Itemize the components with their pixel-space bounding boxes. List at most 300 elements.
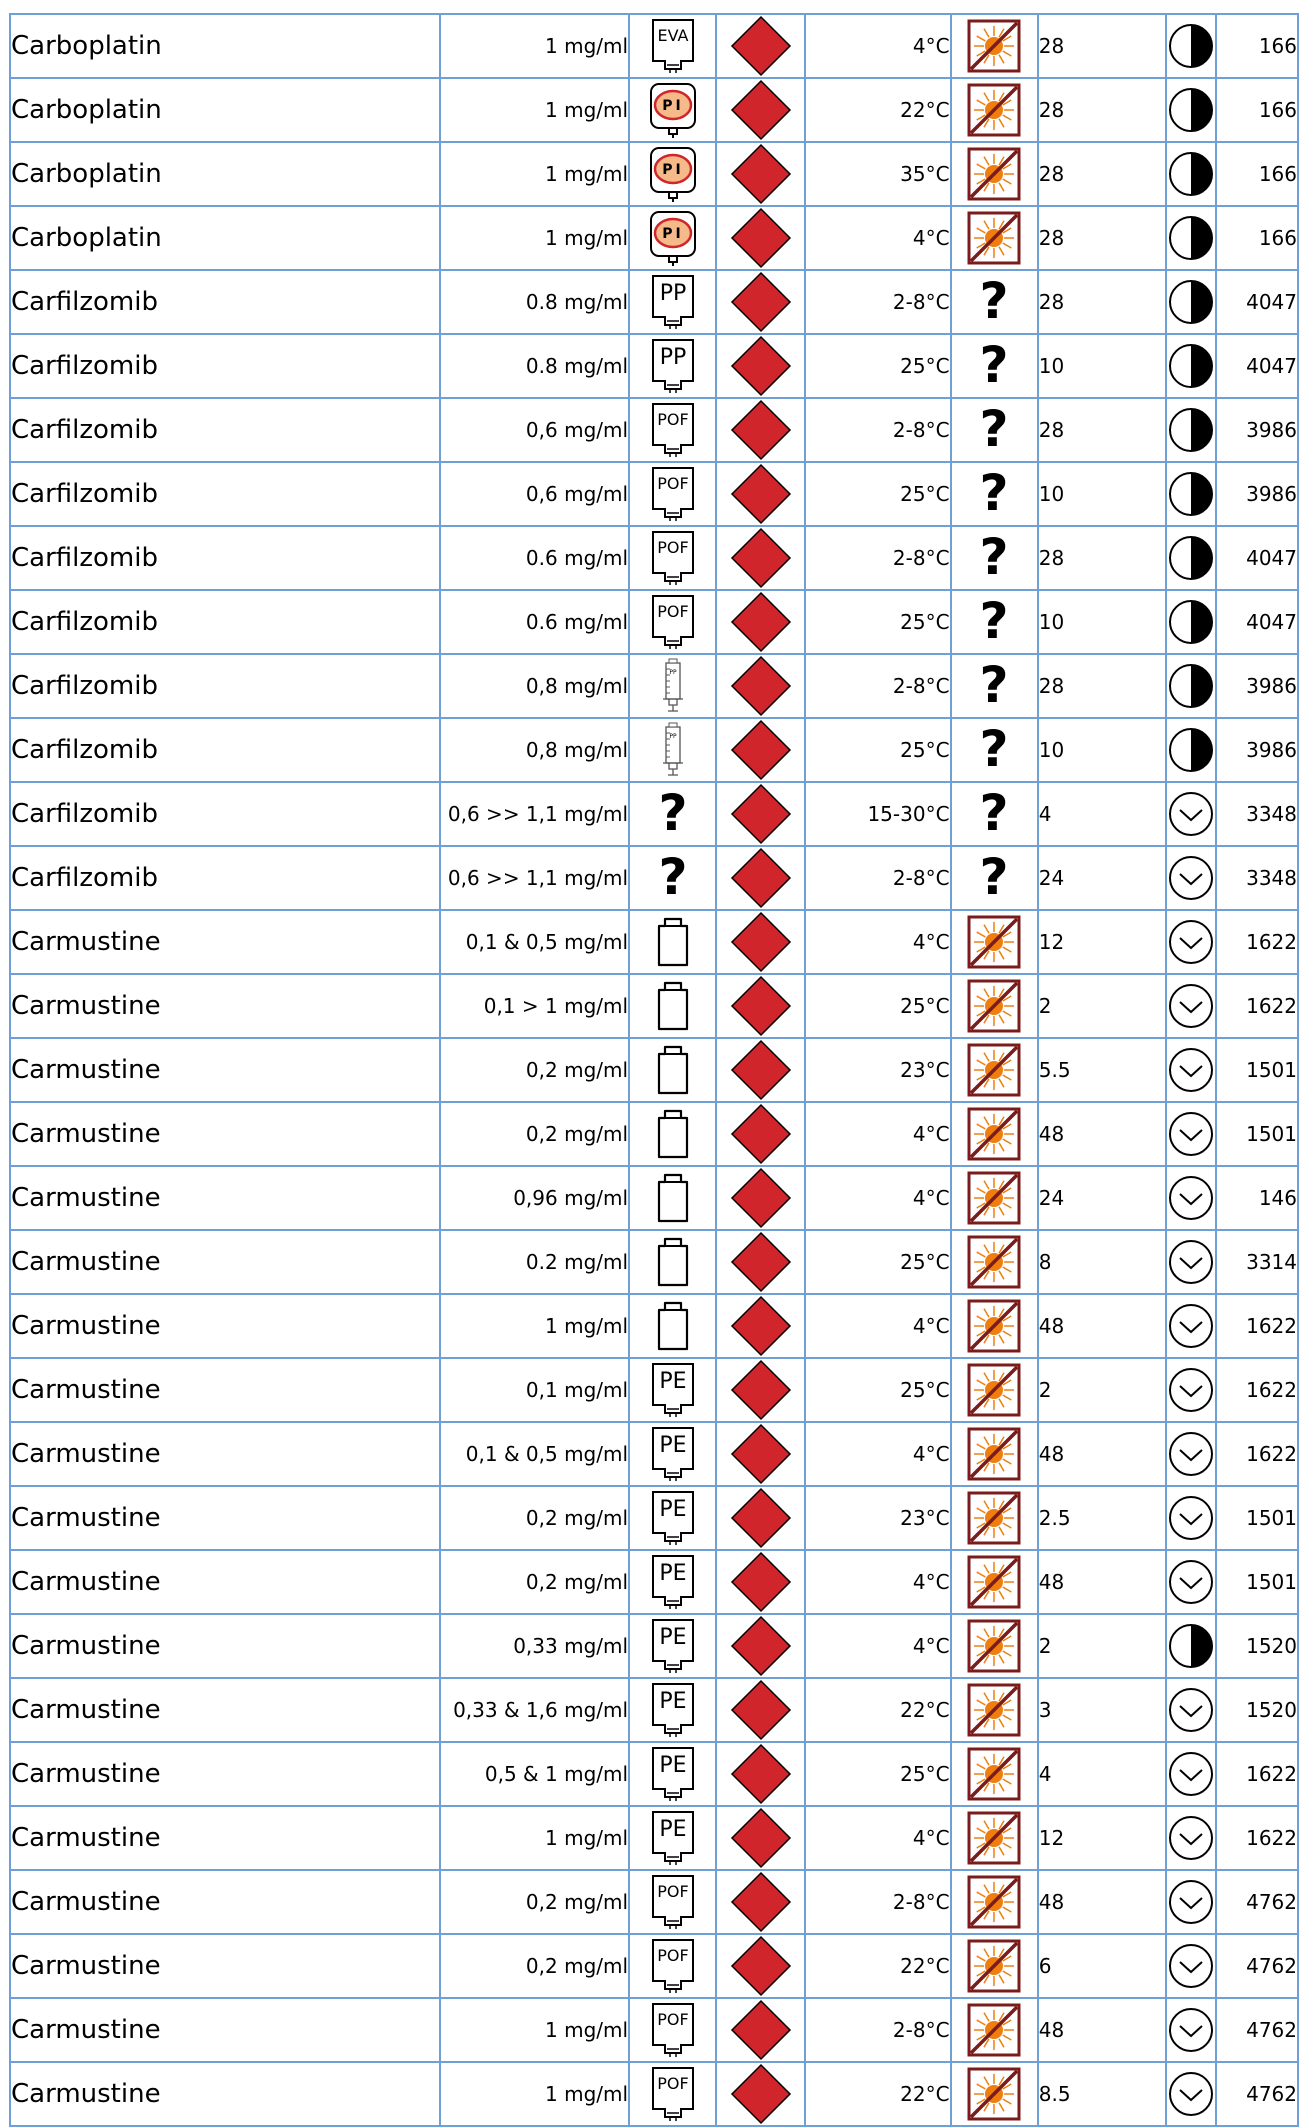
container-cell — [629, 142, 716, 206]
stability-cell — [1166, 1806, 1216, 1870]
temperature-cell — [805, 206, 951, 270]
duration-cell — [1038, 846, 1166, 910]
light-cell — [951, 654, 1038, 718]
concentration: 0.6 mg/ml — [525, 546, 629, 570]
table-row[interactable] — [10, 1550, 1298, 1614]
concentration-cell — [440, 1294, 629, 1358]
container-bag-icon — [647, 1361, 699, 1419]
table-row[interactable] — [10, 782, 1298, 846]
concentration: 0.8 mg/ml — [525, 354, 629, 378]
light-cell — [951, 1742, 1038, 1806]
duration: 48 — [1038, 1890, 1065, 1914]
drug-name: Carmustine — [11, 2015, 161, 2045]
concentration-cell — [440, 1422, 629, 1486]
protect-from-light-icon — [967, 1747, 1021, 1801]
stability-cell — [1166, 2062, 1216, 2126]
duration: 6 — [1038, 1954, 1052, 1978]
duration: 28 — [1038, 290, 1065, 314]
temperature: 4°C — [912, 1314, 950, 1338]
table-row[interactable] — [10, 654, 1298, 718]
temperature-cell — [805, 1486, 951, 1550]
table-row[interactable] — [10, 974, 1298, 1038]
stability-cell — [1166, 1934, 1216, 1998]
container-cell — [629, 206, 716, 270]
clock-icon — [1167, 1814, 1215, 1862]
hazard-diamond-icon — [730, 975, 792, 1037]
container-cell — [629, 1550, 716, 1614]
stability-cell — [1166, 1294, 1216, 1358]
duration-cell — [1038, 590, 1166, 654]
protect-from-light-icon — [967, 1299, 1021, 1353]
temperature-cell — [805, 1678, 951, 1742]
protect-from-light-icon — [967, 1811, 1021, 1865]
reference: 1622 — [1246, 1314, 1297, 1338]
concentration-cell — [440, 718, 629, 782]
table-row[interactable] — [10, 1486, 1298, 1550]
container-cell — [629, 1614, 716, 1678]
duration-cell — [1038, 1422, 1166, 1486]
concentration-cell — [440, 1998, 629, 2062]
hazard-cell — [716, 1934, 805, 1998]
drug-name-cell — [10, 846, 440, 910]
concentration-cell — [440, 78, 629, 142]
temperature: 2-8°C — [892, 866, 950, 890]
hazard-diamond-icon — [730, 655, 792, 717]
stability-cell — [1166, 1550, 1216, 1614]
hazard-cell — [716, 1294, 805, 1358]
container-label: PE — [659, 1817, 687, 1842]
hazard-diamond-icon — [730, 1359, 792, 1421]
concentration-cell — [440, 590, 629, 654]
protect-from-light-icon — [967, 1939, 1021, 1993]
reference-cell — [1216, 142, 1298, 206]
duration-cell — [1038, 1998, 1166, 2062]
light-cell — [951, 1422, 1038, 1486]
reference-cell — [1216, 1614, 1298, 1678]
drug-name-cell — [10, 1614, 440, 1678]
hazard-cell — [716, 974, 805, 1038]
hazard-diamond-icon — [730, 15, 792, 77]
drug-name-cell — [10, 782, 440, 846]
hazard-diamond-icon — [730, 1103, 792, 1165]
half-moon-icon — [1167, 150, 1215, 198]
table-row[interactable] — [10, 1806, 1298, 1870]
hazard-cell — [716, 654, 805, 718]
clock-icon — [1167, 1878, 1215, 1926]
temperature-cell — [805, 974, 951, 1038]
unknown-light-icon — [972, 530, 1016, 586]
concentration-cell — [440, 206, 629, 270]
container-cell — [629, 1742, 716, 1806]
table-row[interactable] — [10, 78, 1298, 142]
reference-cell — [1216, 1870, 1298, 1934]
question-mark-glyph: ? — [979, 464, 1009, 522]
container-cell — [629, 1934, 716, 1998]
hazard-cell — [716, 1678, 805, 1742]
table-row[interactable] — [10, 1230, 1298, 1294]
drug-name-cell — [10, 1550, 440, 1614]
temperature-cell — [805, 590, 951, 654]
duration: 8.5 — [1038, 2082, 1071, 2106]
concentration: 0,1 mg/ml — [525, 1378, 629, 1402]
temperature-cell — [805, 462, 951, 526]
temperature: 15-30°C — [867, 802, 950, 826]
clock-icon — [1167, 1430, 1215, 1478]
reference-cell — [1216, 974, 1298, 1038]
drug-name-cell — [10, 142, 440, 206]
container-cell — [629, 462, 716, 526]
reference-cell — [1216, 78, 1298, 142]
container-glass-bottle-icon — [651, 1169, 695, 1227]
table-row[interactable] — [10, 910, 1298, 974]
concentration-cell — [440, 1230, 629, 1294]
reference-cell — [1216, 1678, 1298, 1742]
temperature: 2-8°C — [892, 674, 950, 698]
light-cell — [951, 1934, 1038, 1998]
reference: 4047 — [1246, 546, 1297, 570]
table-row[interactable] — [10, 206, 1298, 270]
concentration-cell — [440, 1358, 629, 1422]
stability-cell — [1166, 718, 1216, 782]
reference: 3986 — [1246, 738, 1297, 762]
concentration: 0,2 mg/ml — [525, 1954, 629, 1978]
table-row[interactable] — [10, 1102, 1298, 1166]
clock-icon — [1167, 2006, 1215, 2054]
duration-cell — [1038, 1166, 1166, 1230]
reference: 3986 — [1246, 418, 1297, 442]
container-glass-bottle-icon — [651, 977, 695, 1035]
hazard-diamond-icon — [730, 1615, 792, 1677]
table-row[interactable] — [10, 1038, 1298, 1102]
reference: 1622 — [1246, 994, 1297, 1018]
reference: 166 — [1258, 34, 1297, 58]
clock-icon — [1167, 1494, 1215, 1542]
hazard-diamond-icon — [730, 591, 792, 653]
temperature: 25°C — [900, 610, 950, 634]
temperature-cell — [805, 14, 951, 78]
question-mark-glyph: ? — [979, 784, 1009, 842]
concentration: 0,2 mg/ml — [525, 1506, 629, 1530]
concentration-cell — [440, 1742, 629, 1806]
container-label: EVA — [657, 26, 689, 45]
concentration-cell — [440, 1550, 629, 1614]
temperature-cell — [805, 1806, 951, 1870]
reference-cell — [1216, 1294, 1298, 1358]
drug-name: Carmustine — [11, 1055, 161, 1085]
reference-cell — [1216, 782, 1298, 846]
reference: 1501 — [1246, 1506, 1297, 1530]
container-bag-icon — [647, 1617, 699, 1675]
stability-cell — [1166, 142, 1216, 206]
container-syringe-icon — [658, 657, 688, 715]
clock-icon — [1167, 982, 1215, 1030]
table-row[interactable] — [10, 462, 1298, 526]
container-cell — [629, 654, 716, 718]
stability-cell — [1166, 782, 1216, 846]
temperature: 25°C — [900, 482, 950, 506]
unknown-container-icon — [651, 850, 695, 906]
drug-name-cell — [10, 1038, 440, 1102]
duration: 28 — [1038, 34, 1065, 58]
light-cell — [951, 334, 1038, 398]
temperature-cell — [805, 718, 951, 782]
hazard-diamond-icon — [730, 783, 792, 845]
reference-cell — [1216, 462, 1298, 526]
table-row[interactable] — [10, 14, 1298, 78]
duration-cell — [1038, 1230, 1166, 1294]
hazard-diamond-icon — [730, 1743, 792, 1805]
light-cell — [951, 1358, 1038, 1422]
drug-name: Carboplatin — [11, 31, 162, 61]
reference-cell — [1216, 1358, 1298, 1422]
stability-cell — [1166, 1358, 1216, 1422]
reference-cell — [1216, 1742, 1298, 1806]
temperature: 22°C — [900, 2082, 950, 2106]
container-cell — [629, 270, 716, 334]
question-mark-glyph: ? — [658, 848, 688, 906]
duration: 5.5 — [1038, 1058, 1071, 1082]
duration: 4 — [1038, 1762, 1052, 1786]
stability-cell — [1166, 590, 1216, 654]
concentration: 1 mg/ml — [545, 162, 629, 186]
temperature: 25°C — [900, 1378, 950, 1402]
container-glass-bottle-icon — [651, 1041, 695, 1099]
table-row[interactable] — [10, 1678, 1298, 1742]
drug-name-cell — [10, 398, 440, 462]
table-row[interactable] — [10, 1998, 1298, 2062]
concentration-cell — [440, 398, 629, 462]
drug-name: Carfilzomib — [11, 287, 158, 317]
duration-cell — [1038, 1550, 1166, 1614]
hazard-diamond-icon — [730, 1039, 792, 1101]
table-row[interactable] — [10, 1294, 1298, 1358]
container-cell — [629, 78, 716, 142]
hazard-diamond-icon — [730, 143, 792, 205]
temperature: 4°C — [912, 1570, 950, 1594]
container-cell — [629, 526, 716, 590]
concentration: 0,1 & 0,5 mg/ml — [465, 930, 629, 954]
concentration: 1 mg/ml — [545, 2018, 629, 2042]
concentration-cell — [440, 1486, 629, 1550]
light-cell — [951, 1038, 1038, 1102]
table-row[interactable] — [10, 398, 1298, 462]
duration: 10 — [1038, 482, 1065, 506]
drug-name: Carmustine — [11, 1247, 161, 1277]
duration-cell — [1038, 78, 1166, 142]
drug-name-cell — [10, 14, 440, 78]
stability-cell — [1166, 1230, 1216, 1294]
reference: 4762 — [1246, 2018, 1297, 2042]
hazard-diamond-icon — [730, 335, 792, 397]
table-row[interactable] — [10, 1614, 1298, 1678]
drug-name-cell — [10, 1806, 440, 1870]
light-cell — [951, 1678, 1038, 1742]
drug-name: Carboplatin — [11, 223, 162, 253]
question-mark-glyph: ? — [979, 400, 1009, 458]
concentration: 0.8 mg/ml — [525, 290, 629, 314]
hazard-cell — [716, 718, 805, 782]
reference: 4047 — [1246, 610, 1297, 634]
temperature: 2-8°C — [892, 546, 950, 570]
hazard-cell — [716, 2062, 805, 2126]
duration-cell — [1038, 1742, 1166, 1806]
temperature-cell — [805, 142, 951, 206]
drug-name-cell — [10, 654, 440, 718]
drug-name-cell — [10, 1742, 440, 1806]
table-row[interactable] — [10, 142, 1298, 206]
drug-name: Carfilzomib — [11, 479, 158, 509]
stability-cell — [1166, 910, 1216, 974]
light-cell — [951, 910, 1038, 974]
temperature: 22°C — [900, 1698, 950, 1722]
container-cell — [629, 398, 716, 462]
unknown-light-icon — [972, 402, 1016, 458]
container-label: PP — [668, 669, 677, 676]
table-row[interactable] — [10, 1742, 1298, 1806]
temperature-cell — [805, 1358, 951, 1422]
temperature-cell — [805, 654, 951, 718]
hazard-cell — [716, 1166, 805, 1230]
stability-cell — [1166, 1678, 1216, 1742]
container-label: POF — [656, 410, 689, 429]
concentration-cell — [440, 462, 629, 526]
temperature-cell — [805, 846, 951, 910]
stability-cell — [1166, 1038, 1216, 1102]
duration: 28 — [1038, 226, 1065, 250]
container-cell — [629, 1486, 716, 1550]
drug-name: Carmustine — [11, 1567, 161, 1597]
drug-name-cell — [10, 462, 440, 526]
container-cell — [629, 782, 716, 846]
table-row[interactable] — [10, 1934, 1298, 1998]
half-moon-icon — [1167, 534, 1215, 582]
hazard-cell — [716, 526, 805, 590]
container-cell — [629, 1806, 716, 1870]
temperature-cell — [805, 526, 951, 590]
unknown-light-icon — [972, 722, 1016, 778]
drug-name: Carfilzomib — [11, 415, 158, 445]
container-label: PE — [659, 1753, 687, 1778]
reference: 146 — [1258, 1186, 1297, 1210]
table-row[interactable] — [10, 2062, 1298, 2126]
stability-cell — [1166, 334, 1216, 398]
table-row[interactable] — [10, 1422, 1298, 1486]
container-label: PP — [659, 345, 686, 370]
light-cell — [951, 1294, 1038, 1358]
temperature: 4°C — [912, 34, 950, 58]
hazard-cell — [716, 398, 805, 462]
drug-name-cell — [10, 1678, 440, 1742]
stability-cell — [1166, 1614, 1216, 1678]
reference-cell — [1216, 1998, 1298, 2062]
stability-cell — [1166, 974, 1216, 1038]
hazard-cell — [716, 1550, 805, 1614]
duration-cell — [1038, 398, 1166, 462]
container-bag-icon — [647, 465, 699, 523]
protect-from-light-icon — [967, 1875, 1021, 1929]
container-label: PE — [659, 1497, 687, 1522]
drug-name-cell — [10, 1102, 440, 1166]
clock-icon — [1167, 1686, 1215, 1734]
hazard-diamond-icon — [730, 1999, 792, 2061]
table-row[interactable] — [10, 1870, 1298, 1934]
container-bag-icon — [647, 17, 699, 75]
container-bag-icon — [647, 1681, 699, 1739]
light-cell — [951, 1486, 1038, 1550]
hazard-cell — [716, 270, 805, 334]
hazard-cell — [716, 1422, 805, 1486]
temperature-cell — [805, 270, 951, 334]
hazard-diamond-icon — [730, 847, 792, 909]
table-row[interactable] — [10, 334, 1298, 398]
container-label: POF — [656, 1882, 689, 1901]
hazard-cell — [716, 1486, 805, 1550]
table-row[interactable] — [10, 1358, 1298, 1422]
table-row[interactable] — [10, 526, 1298, 590]
container-pi-bag-icon — [647, 81, 699, 139]
hazard-diamond-icon — [730, 1935, 792, 1997]
stability-cell — [1166, 462, 1216, 526]
duration-cell — [1038, 1806, 1166, 1870]
table-row[interactable] — [10, 590, 1298, 654]
reference: 3348 — [1246, 802, 1297, 826]
reference-cell — [1216, 1166, 1298, 1230]
hazard-diamond-icon — [730, 1871, 792, 1933]
temperature-cell — [805, 1550, 951, 1614]
container-syringe-icon — [658, 721, 688, 779]
concentration: 1 mg/ml — [545, 226, 629, 250]
hazard-diamond-icon — [730, 911, 792, 973]
hazard-cell — [716, 1998, 805, 2062]
reference-cell — [1216, 718, 1298, 782]
table-row[interactable] — [10, 718, 1298, 782]
temperature-cell — [805, 398, 951, 462]
temperature: 35°C — [900, 162, 950, 186]
temperature: 2-8°C — [892, 418, 950, 442]
temperature: 4°C — [912, 1826, 950, 1850]
table-row[interactable] — [10, 270, 1298, 334]
concentration: 0,8 mg/ml — [525, 738, 629, 762]
duration: 12 — [1038, 1826, 1065, 1850]
table-row[interactable] — [10, 846, 1298, 910]
light-cell — [951, 142, 1038, 206]
concentration-cell — [440, 270, 629, 334]
drug-name: Carmustine — [11, 1183, 161, 1213]
duration: 48 — [1038, 1570, 1065, 1594]
half-moon-icon — [1167, 22, 1215, 70]
reference: 166 — [1258, 98, 1297, 122]
container-pi-bag-icon — [647, 145, 699, 203]
duration: 2.5 — [1038, 1506, 1071, 1530]
hazard-cell — [716, 334, 805, 398]
table-row[interactable] — [10, 1166, 1298, 1230]
duration: 28 — [1038, 418, 1065, 442]
duration-cell — [1038, 334, 1166, 398]
hazard-diamond-icon — [730, 1423, 792, 1485]
stability-cell — [1166, 270, 1216, 334]
concentration: 0,8 mg/ml — [525, 674, 629, 698]
reference: 1622 — [1246, 1442, 1297, 1466]
stability-table — [9, 13, 1299, 2127]
hazard-diamond-icon — [730, 719, 792, 781]
reference-cell — [1216, 270, 1298, 334]
temperature: 22°C — [900, 1954, 950, 1978]
reference-cell — [1216, 398, 1298, 462]
temperature-cell — [805, 78, 951, 142]
hazard-diamond-icon — [730, 1231, 792, 1293]
clock-icon — [1167, 1558, 1215, 1606]
drug-name: Carmustine — [11, 927, 161, 957]
